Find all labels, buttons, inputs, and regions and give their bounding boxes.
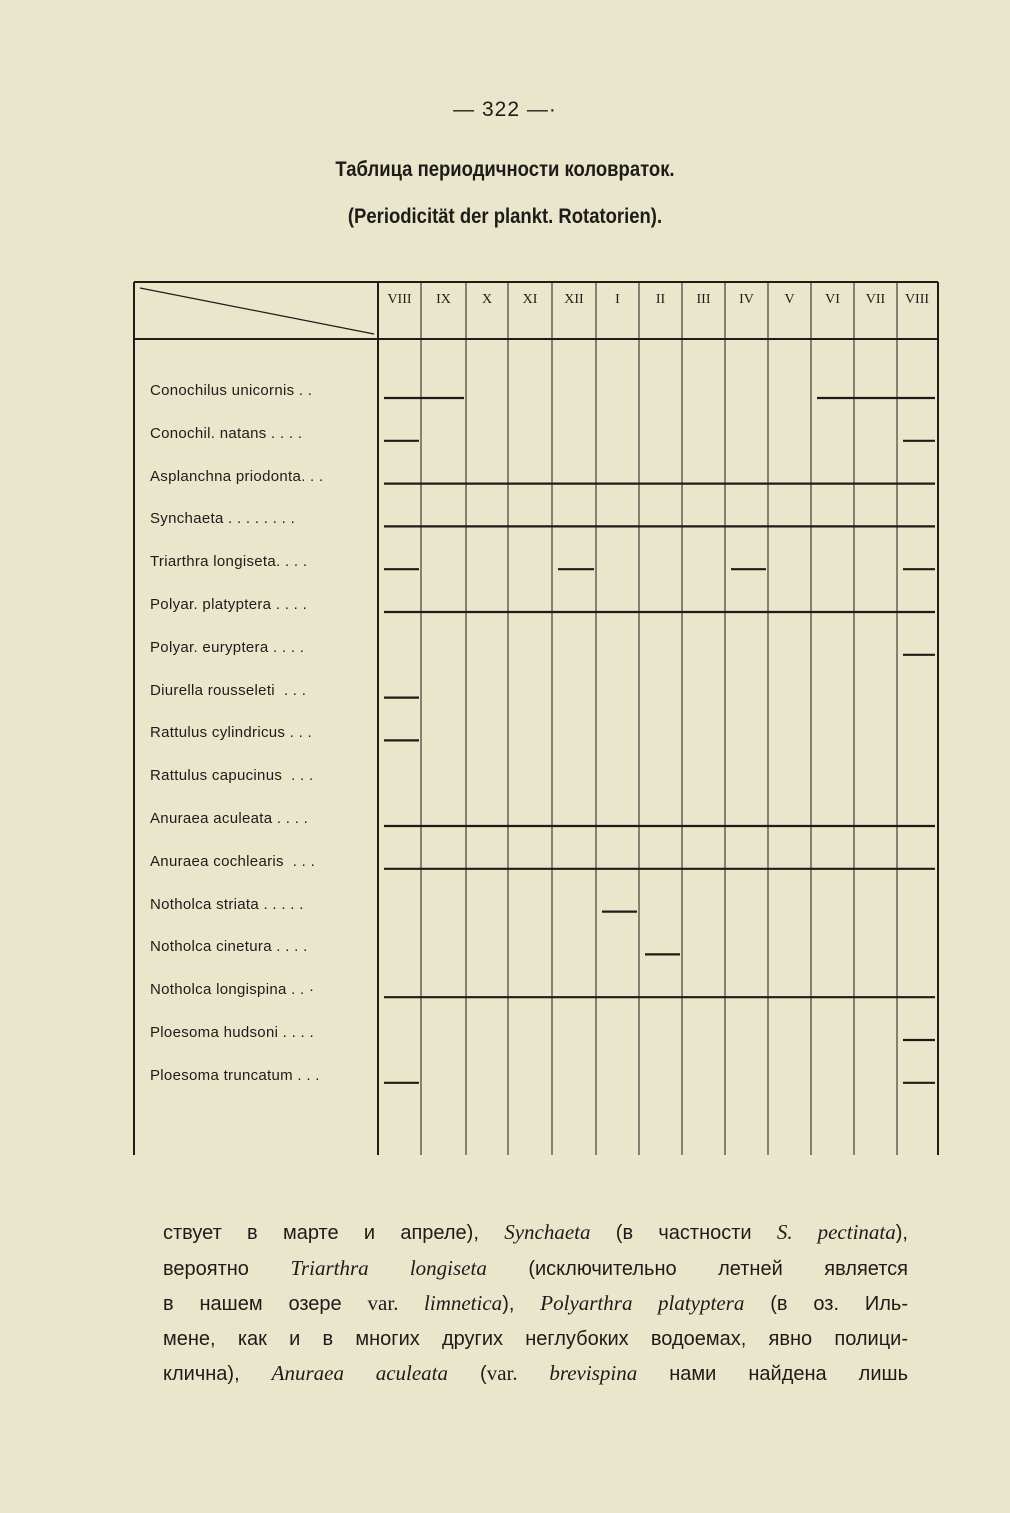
body-text-run: (в частности <box>590 1222 777 1244</box>
latin-taxon-name: Anuraea aculeata <box>271 1361 449 1385</box>
latin-taxon-name: Synchaeta <box>504 1220 591 1244</box>
species-label: Anuraea cochlearis . . . <box>150 852 316 870</box>
latin-taxon-name: Polyarthra platyptera <box>540 1291 745 1315</box>
body-line <box>163 1322 908 1357</box>
latin-taxon-name: S. pectinata <box>776 1220 896 1244</box>
species-label: Asplanchna priodonta. . . <box>150 467 324 485</box>
body-paragraph <box>163 1215 908 1392</box>
month-header-cell: VIII <box>904 292 930 307</box>
body-text-run: ), <box>502 1293 541 1315</box>
species-label: Rattulus cylindricus . . . <box>150 724 313 742</box>
species-label: Notholca longispina . . · <box>150 981 315 999</box>
body-text-run: ствует в марте и апреле), <box>163 1222 505 1244</box>
month-header-cell: VII <box>865 292 886 307</box>
species-label: Diurella rousseleti . . . <box>150 681 307 699</box>
month-header-cell: V <box>784 292 795 307</box>
latin-taxon-name: limnetica <box>424 1291 503 1315</box>
month-header-cell: XI <box>522 292 538 307</box>
body-text-run: var. <box>486 1361 550 1385</box>
species-label: Synchaeta . . . . . . . . <box>150 510 296 528</box>
month-header-cell: II <box>655 292 666 307</box>
table-title-german: (Periodicität der plankt. Rotatorien). <box>347 205 663 228</box>
month-header-cell: III <box>696 292 711 307</box>
page-number: — 322 —· <box>453 98 557 121</box>
month-header-cell: I <box>615 292 620 307</box>
species-label: Notholca striata . . . . . <box>150 895 304 913</box>
species-label: Ploesoma hudsoni . . . . <box>150 1024 314 1041</box>
body-text-run: вероятно <box>163 1257 291 1280</box>
month-header-cell: VIII <box>387 292 412 307</box>
header-diagonal <box>140 288 374 334</box>
body-text-run: var. <box>367 1291 425 1315</box>
month-header-cell: VI <box>825 292 840 307</box>
body-line <box>163 1251 908 1287</box>
month-header-cell: XII <box>564 292 584 307</box>
month-header-cell: IV <box>739 292 754 307</box>
body-text-run: (исключительно летней является <box>486 1257 908 1280</box>
body-text-run: мене, как и в многих других неглубоких водоемах, явно полици- <box>163 1327 908 1350</box>
body-line <box>163 1286 908 1322</box>
species-label: Conochil. natans . . . . <box>150 424 303 442</box>
body-text-run: ( <box>448 1363 487 1385</box>
species-label: Ploesoma truncatum . . . <box>150 1066 320 1084</box>
table-title-russian: Таблица периодичности коловраток. <box>335 158 675 181</box>
latin-taxon-name: brevispina <box>549 1361 638 1385</box>
month-header-cell: IX <box>436 292 451 307</box>
body-text-run: в нашем озере <box>163 1293 368 1315</box>
body-text-run: (в оз. Иль- <box>744 1293 909 1315</box>
species-label: Rattulus capucinus . . . <box>150 767 314 785</box>
species-label: Polyar. euryptera . . . . <box>150 638 305 656</box>
species-label: Conochilus unicornis . . <box>150 382 313 399</box>
body-text-run: ), <box>895 1222 908 1244</box>
body-text-run: нами найдена лишь <box>637 1363 908 1385</box>
month-header-cell: X <box>481 292 493 307</box>
body-text-run: клична), <box>163 1363 272 1385</box>
species-label: Polyar. platyptera . . . . <box>150 596 308 613</box>
species-label: Anuraea aculeata . . . . <box>150 810 309 827</box>
species-label: Notholca cinetura . . . . <box>150 938 308 956</box>
body-line <box>163 1356 908 1392</box>
latin-taxon-name: Triarthra longiseta <box>290 1255 487 1280</box>
body-line <box>163 1215 908 1251</box>
species-label: Triarthra longiseta. . . . <box>150 553 308 571</box>
